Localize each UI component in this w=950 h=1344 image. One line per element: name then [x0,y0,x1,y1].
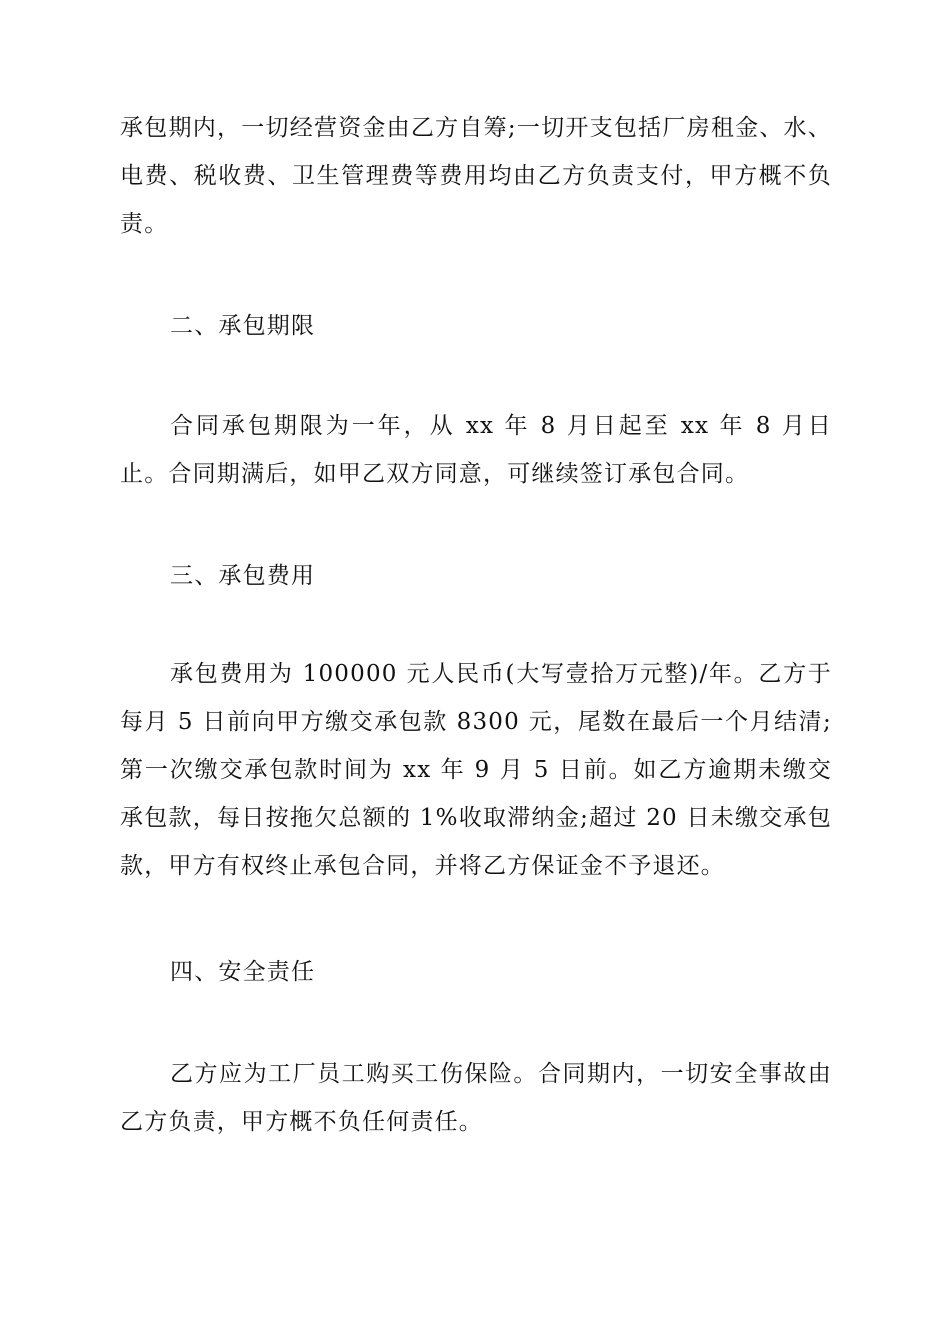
paragraph-safety-responsibility: 乙方应为工厂员工购买工伤保险。合同期内，一切安全事故由乙方负责，甲方概不负任何责任。 [120,1061,832,1135]
section-heading-contract-term: 二、承包期限 [170,313,316,339]
paragraph-contract-term: 合同承包期限为一年，从 xx 年 8 月日起至 xx 年 8 月日止。合同期满后，如甲乙双方同意，可继续签订承包合同。 [120,413,832,487]
paragraph-contract-fee: 承包费用为 100000 元人民币(大写壹拾万元整)/年。乙方于每月 5 日前向甲方缴交承包款 8300 元，尾数在最后一个月结清;第一次缴交承包款时间为 xx 年 9 月 5 日前。如乙方逾期未缴交承包款，每日按拖欠总额的 1%收取滞纳金;超过 20 日未缴交承包款，甲方有权终止承包合同，并将乙方保证金不予退还。 [120,661,832,879]
section-heading-contract-fee: 三、承包费用 [170,563,316,589]
paragraph-funding-expenses: 承包期内，一切经营资金由乙方自筹;一切开支包括厂房租金、水、电费、税收费、卫生管理费等费用均由乙方负责支付，甲方概不负责。 [120,115,832,237]
section-heading-safety-responsibility: 四、安全责任 [170,959,316,985]
